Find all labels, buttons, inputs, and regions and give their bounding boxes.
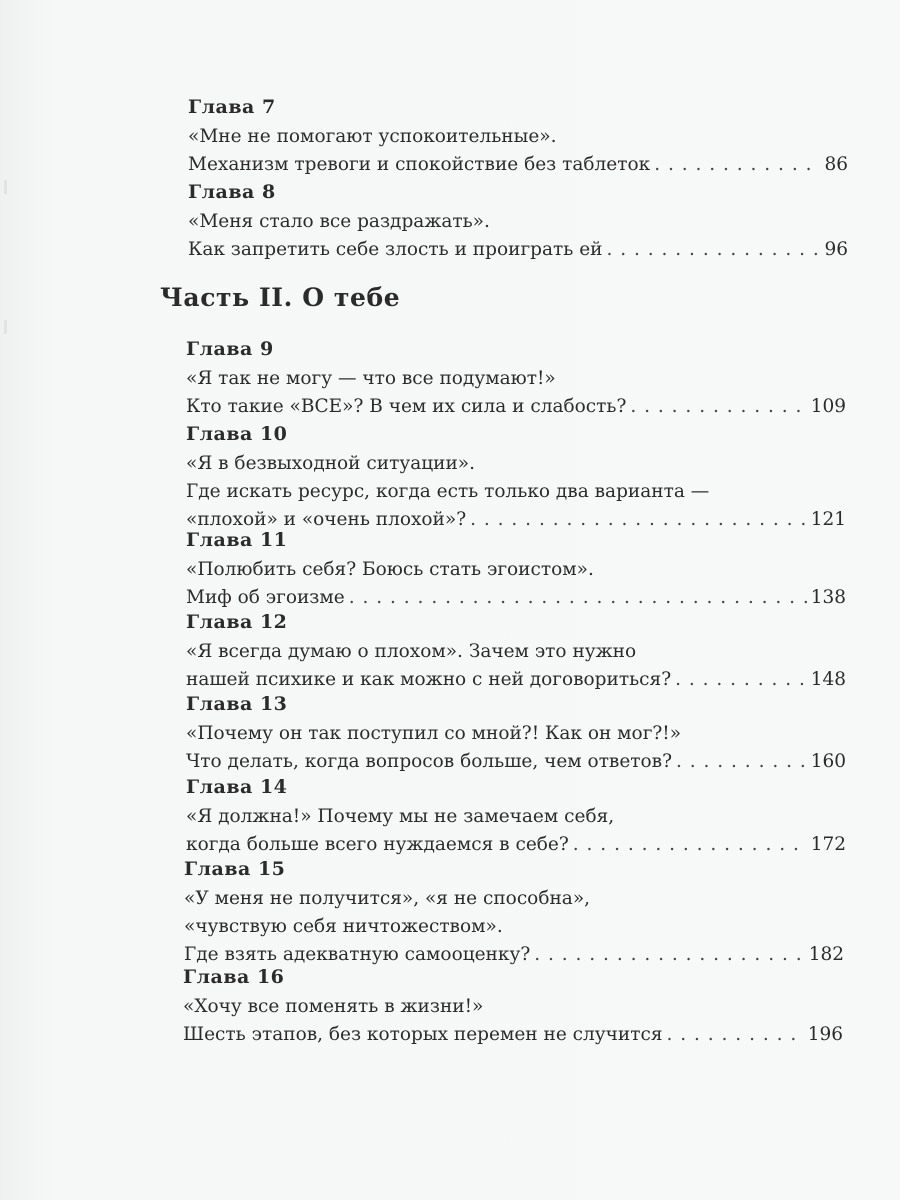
chapter-heading: Глава 13 <box>186 693 288 715</box>
toc-chapter-11 <box>186 528 846 612</box>
page-number: 121 <box>810 509 846 530</box>
toc-chapter-7 <box>188 95 848 179</box>
chapter-subtitle: Где искать ресурс, когда есть только два варианта — <box>186 481 710 502</box>
part-title: Часть II. О тебе <box>160 283 401 312</box>
leader-dots <box>606 236 820 264</box>
chapter-subtitle: «Меня стало все раздражать». <box>188 211 490 232</box>
toc-chapter-10 <box>186 422 846 534</box>
chapter-heading: Глава 14 <box>186 776 288 798</box>
toc-chapter-15 <box>184 857 844 969</box>
toc-chapter-9 <box>186 337 846 421</box>
chapter-subtitle: «Я должна!» Почему мы не замечаем себя, <box>186 806 615 827</box>
toc-entry[interactable] <box>188 151 848 179</box>
toc-entry[interactable] <box>183 1021 843 1049</box>
toc-chapter-16 <box>183 965 843 1049</box>
chapter-subtitle: «Я всегда думаю о плохом». Зачем это нужно <box>186 641 637 662</box>
chapter-heading: Глава 12 <box>186 611 288 633</box>
chapter-description: Где взять адекватную самооценку? <box>184 944 531 965</box>
toc-entry[interactable] <box>186 748 846 776</box>
leader-dots <box>676 748 807 776</box>
page-number: 96 <box>824 239 848 260</box>
chapter-description: Кто такие «ВСЕ»? В чем их сила и слабость? <box>186 396 627 417</box>
chapter-subtitle: «У меня не получится», «я не способна», <box>184 888 591 909</box>
leader-dots <box>654 151 820 179</box>
toc-entry[interactable] <box>188 236 848 264</box>
leader-dots <box>349 584 807 612</box>
chapter-heading: Глава 9 <box>186 338 274 360</box>
toc-entry[interactable] <box>186 831 846 859</box>
page-edge-mark <box>4 180 7 194</box>
page-number: 160 <box>810 751 846 772</box>
toc-chapter-12 <box>186 610 846 694</box>
page-number: 138 <box>810 587 846 608</box>
toc-entry[interactable] <box>186 393 846 421</box>
toc-entry[interactable] <box>186 584 846 612</box>
chapter-heading: Глава 16 <box>183 966 285 988</box>
leader-dots <box>630 393 806 421</box>
chapter-heading: Глава 15 <box>184 858 286 880</box>
chapter-subtitle: «Я в безвыходной ситуации». <box>186 453 475 474</box>
chapter-subtitle: «Мне не помогают успокоительные». <box>188 126 557 147</box>
chapter-subtitle: «Хочу все поменять в жизни!» <box>183 996 484 1017</box>
chapter-description: нашей психике и как можно с ней договориться? <box>186 669 672 690</box>
chapter-heading: Глава 8 <box>188 181 276 203</box>
chapter-subtitle: «Почему он так поступил со мной?! Как он мог?!» <box>186 723 682 744</box>
page-number: 109 <box>810 396 846 417</box>
leader-dots <box>675 666 807 694</box>
chapter-description: когда больше всего нуждаемся в себе? <box>186 834 569 855</box>
chapter-heading: Глава 11 <box>186 529 288 551</box>
chapter-subtitle: «Полюбить себя? Боюсь стать эгоистом». <box>186 559 594 580</box>
leader-dots <box>573 831 807 859</box>
page-edge-mark <box>4 320 7 334</box>
chapter-subtitle: «Я так не могу — что все подумают!» <box>186 368 556 389</box>
chapter-description: Шесть этапов, без которых перемен не случится <box>183 1024 663 1045</box>
toc-chapter-8 <box>188 180 848 264</box>
page-number: 86 <box>824 154 848 175</box>
toc-chapter-13 <box>186 692 846 776</box>
page-number: 196 <box>807 1024 843 1045</box>
page-number: 148 <box>810 669 846 690</box>
chapter-description: Механизм тревоги и спокойствие без таблеток <box>188 154 651 175</box>
toc-chapter-14 <box>186 775 846 859</box>
leader-dots <box>667 1021 804 1049</box>
chapter-heading: Глава 7 <box>188 96 276 118</box>
chapter-description: Миф об эгоизме <box>186 587 345 608</box>
chapter-description: Как запретить себе злость и проиграть ей <box>188 239 603 260</box>
chapter-description: «плохой» и «очень плохой»? <box>186 509 467 530</box>
chapter-heading: Глава 10 <box>186 423 288 445</box>
chapter-description: Что делать, когда вопросов больше, чем ответов? <box>186 751 672 772</box>
toc-entry[interactable] <box>186 666 846 694</box>
page-number: 172 <box>810 834 846 855</box>
page-number: 182 <box>808 944 844 965</box>
chapter-subtitle: «чувствую себя ничтожеством». <box>184 916 503 937</box>
